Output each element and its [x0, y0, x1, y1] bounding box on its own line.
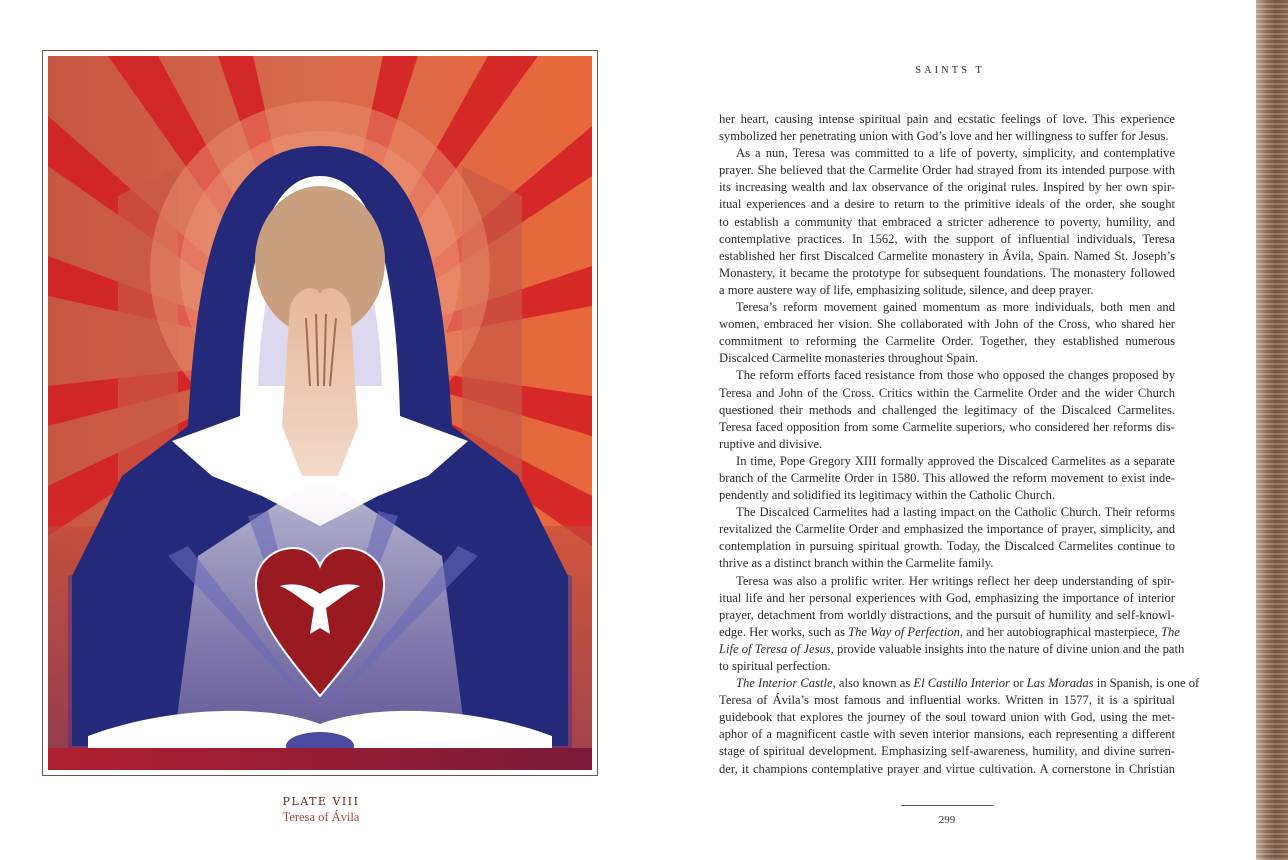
text-line: branch of the Carmelite Order in 1580. This allowed the reform movement to exist inde- [719, 470, 1175, 485]
text-line: The Discalced Carmelites had a lasting impact on the Catholic Church. Their reforms [736, 505, 1175, 520]
page-number: 299 [938, 814, 956, 826]
text-line: established her first Discalced Carmelite monastery in Ávila, Spain. Named St. Joseph’s [719, 248, 1175, 263]
text-line: In time, Pope Gregory XIII formally approved the Discalced Carmelites as a separate [736, 453, 1175, 468]
text-line: Monastery, it became the prototype for subsequent foundations. The monastery followed [719, 265, 1175, 280]
text-line: her heart, causing intense spiritual pain and ecstatic feelings of love. This experience [719, 112, 1175, 126]
book-page-edge [1256, 0, 1288, 860]
plate-frame [42, 50, 598, 776]
text-line: aphor of a magnificent castle with seven interior mansions, each representing a different [719, 727, 1175, 742]
text-line: a more austere way of life, emphasizing solitude, silence, and deep prayer. [719, 282, 1094, 297]
running-head: SAINTS T [915, 65, 985, 76]
text-line: Discalced Carmelite monasteries throughout Spain. [719, 351, 979, 366]
text-line: its increasing wealth and lax observance of the original rules. Inspired by her own spir- [719, 180, 1175, 195]
text-line: The Interior Castle, also known as El Castillo Interior or Las Moradas in Spanish, is one of [736, 676, 1200, 691]
text-line: to establish a community that embraced a stricter adherence to poverty, humility, and [719, 214, 1175, 229]
right-page [644, 0, 1256, 860]
text-line: The reform efforts faced resistance from those who opposed the changes proposed by [736, 368, 1175, 383]
text-line: to spiritual perfection. [719, 659, 831, 673]
footer-rule [901, 805, 993, 806]
text-line: contemplation in pursuing spiritual growth. Today, the Discalced Carmelites continue to [719, 539, 1175, 554]
text-line: symbolized her penetrating union with God’s love and her willingness to suffer for Jesus. [719, 129, 1169, 144]
text-line: Teresa’s reform movement gained momentum as more individuals, both men and [736, 300, 1175, 315]
teresa-illustration [48, 56, 592, 770]
text-line: Life of Teresa of Jesus, provide valuable insights into the nature of divine union and the path [719, 641, 1185, 656]
text-line: Teresa was also a prolific writer. Her writings reflect her deep understanding of spir- [736, 573, 1175, 588]
text-line: prayer. She believed that the Carmelite Order had strayed from its intended purpose with [719, 163, 1175, 178]
text-line: ruptive and divisive. [719, 436, 823, 451]
text-line: questioned their methods and challenged the legitimacy of the Discalced Carmelites. [719, 402, 1175, 417]
text-line: As a nun, Teresa was committed to a life of poverty, simplicity, and contemplative [736, 146, 1175, 161]
text-line: der, it champions contemplative prayer and virtue cultivation. A cornerstone in Christian [719, 761, 1175, 776]
text-line: stage of spiritual development. Emphasizing self-awareness, humility, and divine surren- [719, 744, 1175, 759]
text-line: pendently and solidified its legitimacy within the Catholic Church. [719, 488, 1056, 503]
text-line: prayer, detachment from worldly distractions, and the pursuit of humility and self-knowl- [719, 607, 1175, 622]
text-line: contemplative practices. In 1562, with the support of influential individuals, Teresa [719, 231, 1175, 246]
text-line: guidebook that explores the journey of the soul toward union with God, using the met- [719, 710, 1175, 725]
text-line: itual experiences and a desire to return to the primitive ideals of the order, she sought [719, 197, 1175, 212]
text-line: thrive as a distinct branch within the Carmelite family. [719, 556, 994, 571]
text-line: commitment to reforming the Carmelite Order. Together, they established numerous [719, 334, 1175, 349]
text-line: Teresa of Ávila’s most famous and influential works. Written in 1577, it is a spiritual [719, 693, 1175, 708]
plate-caption [220, 795, 422, 825]
plate-title: Teresa of Ávila [282, 810, 360, 824]
text-line: Teresa faced opposition from some Carmelite superiors, who considered her reforms dis- [719, 419, 1175, 434]
body-text [719, 111, 1200, 778]
text-line: Teresa and John of the Cross. Critics within the Carmelite Order and the wider Church [719, 385, 1175, 400]
plate-number: PLATE VIII [282, 795, 360, 808]
text-line: women, embraced her vision. She collaborated with John of the Cross, who shared her [719, 317, 1175, 332]
text-line: edge. Her works, such as The Way of Perfection, and her autobiographical masterpiece, The [719, 624, 1180, 639]
text-line: itual life and her personal experiences with God, emphasizing the importance of interior [719, 590, 1175, 605]
text-line: revitalized the Carmelite Order and emphasized the importance of prayer, simplicity, and [719, 522, 1175, 537]
